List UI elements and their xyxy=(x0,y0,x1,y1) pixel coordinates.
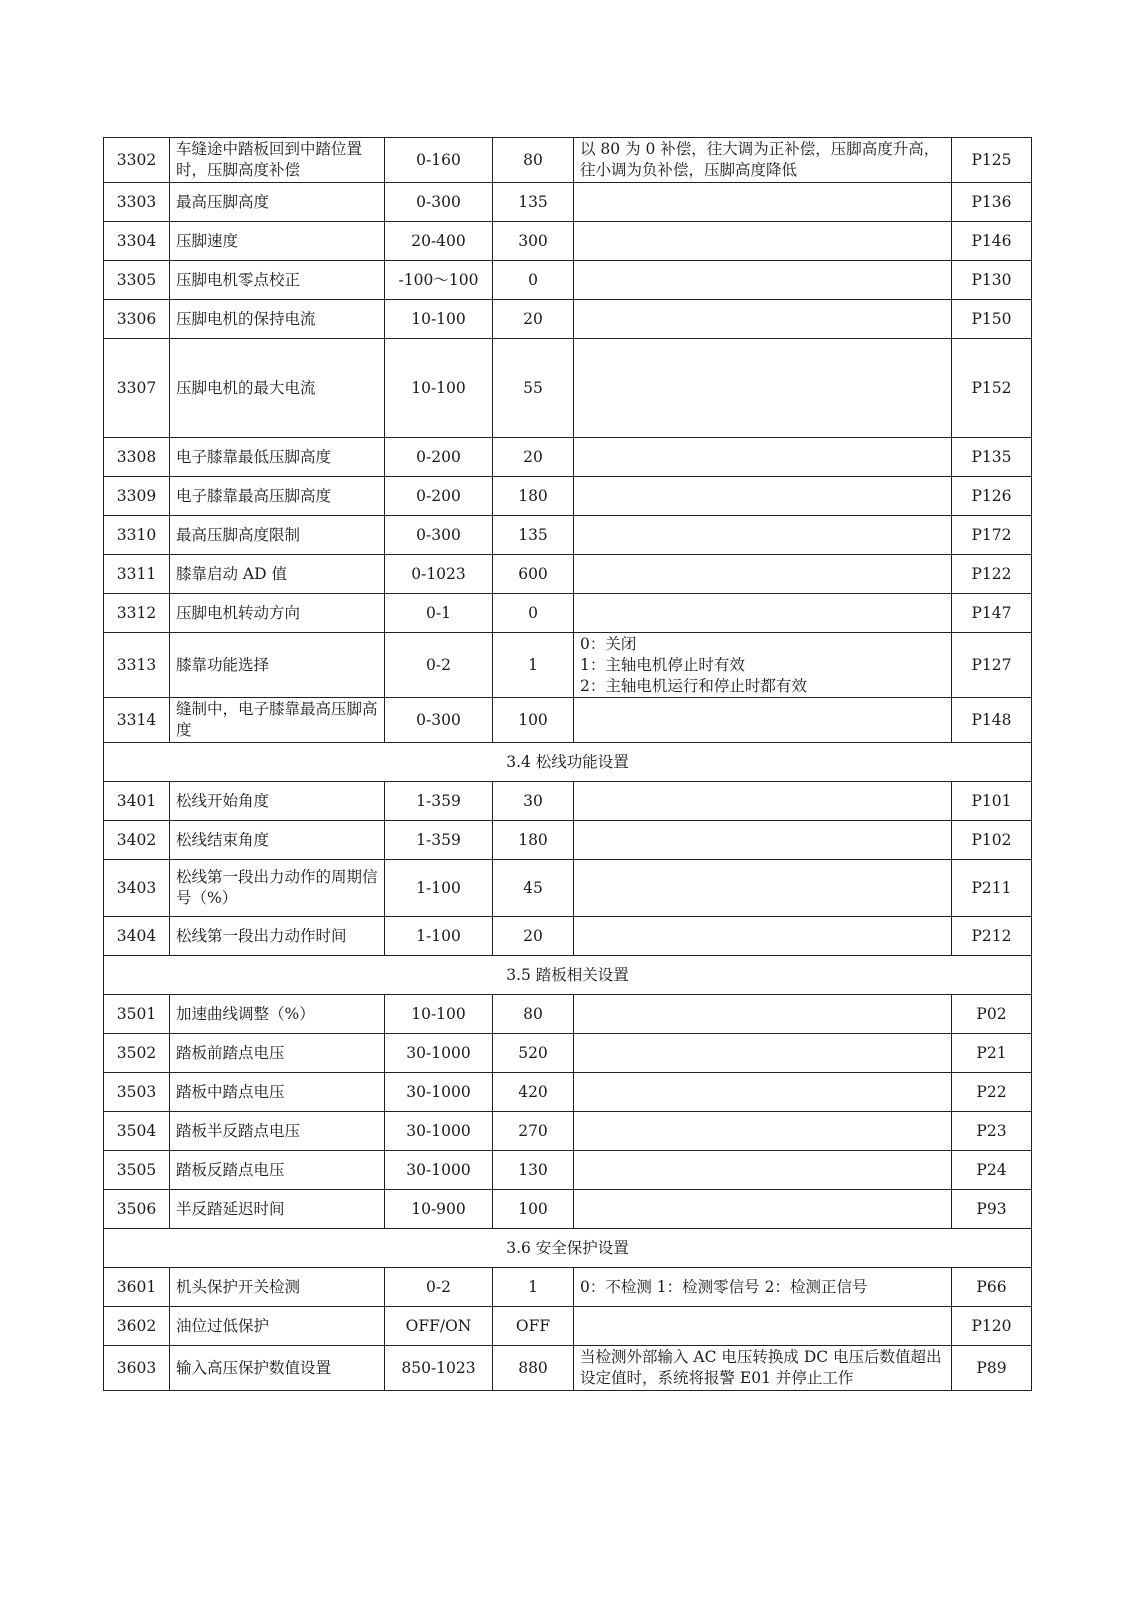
table-row xyxy=(104,300,1032,339)
parameter-range: 0-200 xyxy=(385,477,493,516)
parameter-default: 135 xyxy=(493,183,574,222)
parameter-default: 300 xyxy=(493,222,574,261)
parameter-range: 30-1000 xyxy=(385,1073,493,1112)
parameter-description xyxy=(574,300,952,339)
parameter-default: 880 xyxy=(493,1346,574,1391)
parameter-name: 加速曲线调整（%） xyxy=(170,995,385,1034)
parameter-code: 3501 xyxy=(104,995,170,1034)
parameter-code: 3305 xyxy=(104,261,170,300)
parameter-default: 1 xyxy=(493,1268,574,1307)
parameter-range: 0-2 xyxy=(385,633,493,698)
parameter-name: 膝靠功能选择 xyxy=(170,633,385,698)
parameter-default: 0 xyxy=(493,594,574,633)
parameter-range: 30-1000 xyxy=(385,1112,493,1151)
parameter-p-code: P212 xyxy=(952,917,1032,956)
parameter-p-code: P152 xyxy=(952,339,1032,438)
table-row xyxy=(104,138,1032,183)
parameter-name: 压脚速度 xyxy=(170,222,385,261)
parameter-code: 3304 xyxy=(104,222,170,261)
table-row xyxy=(104,438,1032,477)
parameter-default: 20 xyxy=(493,300,574,339)
parameter-p-code: P125 xyxy=(952,138,1032,183)
table-row xyxy=(104,555,1032,594)
parameter-name: 最高压脚高度 xyxy=(170,183,385,222)
parameter-code: 3505 xyxy=(104,1151,170,1190)
parameter-p-code: P172 xyxy=(952,516,1032,555)
parameter-p-code: P130 xyxy=(952,261,1032,300)
parameter-name: 踏板前踏点电压 xyxy=(170,1034,385,1073)
section-row xyxy=(104,743,1032,782)
table-row xyxy=(104,477,1032,516)
parameter-description xyxy=(574,339,952,438)
parameter-p-code: P135 xyxy=(952,438,1032,477)
table-row xyxy=(104,1034,1032,1073)
parameter-range: -100～100 xyxy=(385,261,493,300)
table-row xyxy=(104,698,1032,743)
parameter-default: 0 xyxy=(493,261,574,300)
parameter-range: 10-900 xyxy=(385,1190,493,1229)
parameter-range: 0-2 xyxy=(385,1268,493,1307)
parameter-description xyxy=(574,594,952,633)
parameter-code: 3302 xyxy=(104,138,170,183)
parameter-table-body xyxy=(104,138,1032,1391)
parameter-description xyxy=(574,1151,952,1190)
parameter-range: 10-100 xyxy=(385,339,493,438)
parameter-description xyxy=(574,1112,952,1151)
parameter-code: 3602 xyxy=(104,1307,170,1346)
parameter-description xyxy=(574,438,952,477)
parameter-p-code: P02 xyxy=(952,995,1032,1034)
parameter-code: 3601 xyxy=(104,1268,170,1307)
parameter-default: 270 xyxy=(493,1112,574,1151)
parameter-name: 压脚电机的最大电流 xyxy=(170,339,385,438)
table-row xyxy=(104,1307,1032,1346)
parameter-name: 松线结束角度 xyxy=(170,821,385,860)
table-row xyxy=(104,1112,1032,1151)
parameter-default: 45 xyxy=(493,860,574,917)
parameter-description xyxy=(574,222,952,261)
parameter-code: 3404 xyxy=(104,917,170,956)
parameter-default: 1 xyxy=(493,633,574,698)
parameter-code: 3506 xyxy=(104,1190,170,1229)
table-row xyxy=(104,1190,1032,1229)
parameter-name: 缝制中，电子膝靠最高压脚高度 xyxy=(170,698,385,743)
table-row xyxy=(104,917,1032,956)
parameter-p-code: P150 xyxy=(952,300,1032,339)
parameter-name: 膝靠启动 AD 值 xyxy=(170,555,385,594)
parameter-range: 10-100 xyxy=(385,300,493,339)
parameter-default: 20 xyxy=(493,917,574,956)
parameter-range: 30-1000 xyxy=(385,1034,493,1073)
parameter-name: 机头保护开关检测 xyxy=(170,1268,385,1307)
parameter-name: 油位过低保护 xyxy=(170,1307,385,1346)
parameter-default: 180 xyxy=(493,821,574,860)
parameter-code: 3312 xyxy=(104,594,170,633)
table-row xyxy=(104,821,1032,860)
parameter-range: 0-200 xyxy=(385,438,493,477)
parameter-default: 520 xyxy=(493,1034,574,1073)
parameter-description xyxy=(574,183,952,222)
parameter-code: 3310 xyxy=(104,516,170,555)
parameter-description xyxy=(574,516,952,555)
parameter-range: 0-1023 xyxy=(385,555,493,594)
parameter-default: 80 xyxy=(493,138,574,183)
table-row xyxy=(104,516,1032,555)
parameter-range: 0-160 xyxy=(385,138,493,183)
parameter-p-code: P93 xyxy=(952,1190,1032,1229)
parameter-default: 135 xyxy=(493,516,574,555)
parameter-name: 踏板半反踏点电压 xyxy=(170,1112,385,1151)
parameter-description xyxy=(574,261,952,300)
parameter-range: 0-300 xyxy=(385,698,493,743)
parameter-name: 松线第一段出力动作时间 xyxy=(170,917,385,956)
parameter-default: 20 xyxy=(493,438,574,477)
parameter-name: 车缝途中踏板回到中踏位置时，压脚高度补偿 xyxy=(170,138,385,183)
parameter-p-code: P22 xyxy=(952,1073,1032,1112)
parameter-description: 0：关闭 1：主轴电机停止时有效 2：主轴电机运行和停止时都有效 xyxy=(574,633,952,698)
parameter-p-code: P126 xyxy=(952,477,1032,516)
section-row xyxy=(104,1229,1032,1268)
parameter-p-code: P147 xyxy=(952,594,1032,633)
parameter-code: 3306 xyxy=(104,300,170,339)
parameter-code: 3311 xyxy=(104,555,170,594)
parameter-code: 3309 xyxy=(104,477,170,516)
parameter-name: 踏板中踏点电压 xyxy=(170,1073,385,1112)
parameter-p-code: P102 xyxy=(952,821,1032,860)
parameter-range: 0-1 xyxy=(385,594,493,633)
parameter-p-code: P101 xyxy=(952,782,1032,821)
parameter-p-code: P146 xyxy=(952,222,1032,261)
parameter-p-code: P148 xyxy=(952,698,1032,743)
parameter-code: 3313 xyxy=(104,633,170,698)
parameter-description xyxy=(574,555,952,594)
parameter-code: 3401 xyxy=(104,782,170,821)
parameter-p-code: P23 xyxy=(952,1112,1032,1151)
parameter-name: 压脚电机的保持电流 xyxy=(170,300,385,339)
parameter-default: 180 xyxy=(493,477,574,516)
section-heading: 3.4 松线功能设置 xyxy=(104,743,1032,782)
parameter-p-code: P127 xyxy=(952,633,1032,698)
parameter-code: 3314 xyxy=(104,698,170,743)
parameter-code: 3403 xyxy=(104,860,170,917)
parameter-code: 3307 xyxy=(104,339,170,438)
parameter-name: 踏板反踏点电压 xyxy=(170,1151,385,1190)
parameter-range: 1-100 xyxy=(385,917,493,956)
parameter-p-code: P211 xyxy=(952,860,1032,917)
parameter-description xyxy=(574,917,952,956)
table-row xyxy=(104,633,1032,698)
parameter-description xyxy=(574,782,952,821)
parameter-name: 压脚电机转动方向 xyxy=(170,594,385,633)
parameter-p-code: P89 xyxy=(952,1346,1032,1391)
table-row xyxy=(104,782,1032,821)
parameter-code: 3603 xyxy=(104,1346,170,1391)
parameter-code: 3308 xyxy=(104,438,170,477)
parameter-range: 30-1000 xyxy=(385,1151,493,1190)
section-heading: 3.6 安全保护设置 xyxy=(104,1229,1032,1268)
parameter-range: 1-359 xyxy=(385,821,493,860)
parameter-description: 当检测外部输入 AC 电压转换成 DC 电压后数值超出设定值时，系统将报警 E01 并停止工作 xyxy=(574,1346,952,1391)
section-heading: 3.5 踏板相关设置 xyxy=(104,956,1032,995)
parameter-default: 420 xyxy=(493,1073,574,1112)
parameter-description xyxy=(574,1307,952,1346)
parameter-range: OFF/ON xyxy=(385,1307,493,1346)
parameter-code: 3504 xyxy=(104,1112,170,1151)
parameter-description xyxy=(574,477,952,516)
table-row xyxy=(104,995,1032,1034)
table-row xyxy=(104,1151,1032,1190)
table-row xyxy=(104,261,1032,300)
table-row xyxy=(104,1073,1032,1112)
table-row xyxy=(104,594,1032,633)
parameter-p-code: P24 xyxy=(952,1151,1032,1190)
parameter-code: 3503 xyxy=(104,1073,170,1112)
parameter-p-code: P66 xyxy=(952,1268,1032,1307)
parameter-default: 100 xyxy=(493,698,574,743)
parameter-description xyxy=(574,1190,952,1229)
parameter-description xyxy=(574,1034,952,1073)
parameter-name: 半反踏延迟时间 xyxy=(170,1190,385,1229)
parameter-p-code: P21 xyxy=(952,1034,1032,1073)
parameter-name: 电子膝靠最高压脚高度 xyxy=(170,477,385,516)
parameter-description: 以 80 为 0 补偿，往大调为正补偿，压脚高度升高，往小调为负补偿，压脚高度降低 xyxy=(574,138,952,183)
parameter-name: 松线第一段出力动作的周期信号（%） xyxy=(170,860,385,917)
parameter-name: 松线开始角度 xyxy=(170,782,385,821)
parameter-p-code: P122 xyxy=(952,555,1032,594)
parameter-range: 0-300 xyxy=(385,516,493,555)
parameter-range: 1-100 xyxy=(385,860,493,917)
table-row xyxy=(104,183,1032,222)
parameter-default: 55 xyxy=(493,339,574,438)
parameter-range: 850-1023 xyxy=(385,1346,493,1391)
parameter-name: 最高压脚高度限制 xyxy=(170,516,385,555)
table-row xyxy=(104,222,1032,261)
parameter-name: 电子膝靠最低压脚高度 xyxy=(170,438,385,477)
table-row xyxy=(104,339,1032,438)
parameter-description: 0：不检测 1：检测零信号 2：检测正信号 xyxy=(574,1268,952,1307)
parameter-description xyxy=(574,821,952,860)
parameter-name: 输入高压保护数值设置 xyxy=(170,1346,385,1391)
parameter-code: 3402 xyxy=(104,821,170,860)
parameter-range: 1-359 xyxy=(385,782,493,821)
parameter-description xyxy=(574,1073,952,1112)
parameter-default: 600 xyxy=(493,555,574,594)
parameter-default: OFF xyxy=(493,1307,574,1346)
parameter-default: 130 xyxy=(493,1151,574,1190)
parameter-table xyxy=(103,137,1032,1391)
parameter-code: 3303 xyxy=(104,183,170,222)
table-row xyxy=(104,1268,1032,1307)
parameter-default: 100 xyxy=(493,1190,574,1229)
parameter-range: 0-300 xyxy=(385,183,493,222)
table-row xyxy=(104,1346,1032,1391)
parameter-default: 30 xyxy=(493,782,574,821)
parameter-range: 10-100 xyxy=(385,995,493,1034)
parameter-description xyxy=(574,860,952,917)
table-row xyxy=(104,860,1032,917)
section-row xyxy=(104,956,1032,995)
parameter-default: 80 xyxy=(493,995,574,1034)
parameter-range: 20-400 xyxy=(385,222,493,261)
parameter-description xyxy=(574,698,952,743)
parameter-p-code: P136 xyxy=(952,183,1032,222)
parameter-code: 3502 xyxy=(104,1034,170,1073)
parameter-description xyxy=(574,995,952,1034)
parameter-p-code: P120 xyxy=(952,1307,1032,1346)
parameter-name: 压脚电机零点校正 xyxy=(170,261,385,300)
